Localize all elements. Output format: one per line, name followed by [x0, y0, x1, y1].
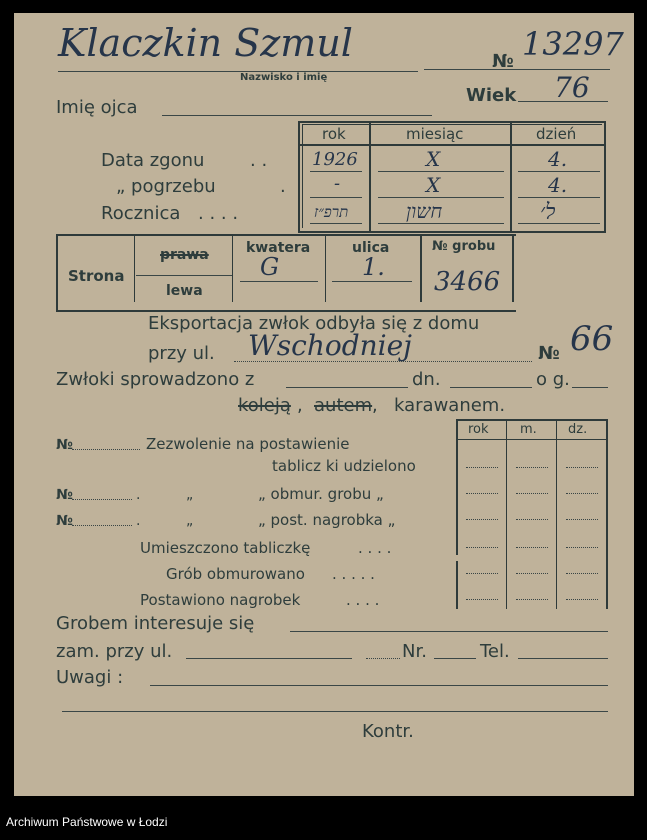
export-line1: Eksportacja zwłok odbyła się z domu: [148, 313, 480, 334]
number-value: 13297: [522, 25, 624, 63]
permit2-no-line: [72, 499, 132, 500]
name-handwritten: Klaczkin Szmul: [58, 21, 353, 65]
export-street-label: przy ul.: [148, 343, 215, 364]
mode-hearse: karawanem.: [394, 395, 506, 416]
permit2-ditto: „: [186, 487, 194, 503]
death-day: 4.: [548, 147, 568, 171]
dates-col-day: dzień: [536, 125, 577, 143]
anniversary-dots: . . . .: [198, 203, 239, 224]
father-line: [162, 115, 432, 116]
grid-row5-a: [466, 573, 498, 574]
placed3-dots: . . . .: [346, 591, 380, 609]
street-line: [332, 281, 412, 282]
address-line: [186, 658, 352, 659]
permit-grid-col2: [556, 419, 557, 609]
permit3-dot: .: [136, 513, 141, 529]
loc-side-divider: [136, 275, 232, 276]
side-right-struck: prawa: [160, 247, 209, 263]
grid-row3-c: [566, 519, 598, 520]
transport-day-line: [450, 387, 532, 388]
address-label: zam. przy ul.: [56, 641, 173, 662]
death-date-label: Data zgonu: [101, 150, 205, 171]
quarter-value: G: [260, 253, 280, 281]
grid-row4-a: [466, 547, 498, 548]
export-street-line: [234, 361, 532, 362]
anniversary-label: Rocznica: [101, 203, 181, 224]
side-left: lewa: [166, 283, 203, 299]
notes-label: Uwagi :: [56, 667, 124, 688]
age-line: [518, 101, 608, 102]
death-date-dots: . .: [250, 150, 268, 171]
dates-row3-line-c: [518, 223, 600, 224]
loc-left-border: [56, 234, 58, 312]
dates-col2: [510, 123, 512, 231]
street-label: ulica: [352, 240, 390, 256]
grid-row3-a: [466, 519, 498, 520]
permit3-no: №: [56, 513, 73, 529]
anniversary-year: תרפ״ז: [314, 203, 349, 221]
placed1-label: Umieszczono tabliczkę: [140, 539, 311, 557]
transport-day-label: dn.: [412, 369, 441, 390]
grid-row6-b: [516, 599, 548, 600]
permit1-no: №: [56, 437, 73, 453]
burial-year: -: [334, 173, 341, 194]
permit1-text2: tablicz ki udzielono: [272, 457, 416, 475]
placed3-label: Postawiono nagrobek: [140, 591, 301, 609]
dates-row1-line-c: [518, 171, 600, 172]
grid-row5-b: [516, 573, 548, 574]
export-house-label: №: [538, 343, 560, 364]
side-label: Strona: [68, 267, 125, 285]
permit-grid-right: [606, 419, 608, 609]
permit3-no-line: [72, 525, 132, 526]
father-label: Imię ojca: [56, 97, 138, 118]
burial-date-label: „ pogrzebu: [116, 176, 216, 197]
age-label: Wiek: [466, 85, 517, 106]
grid-row6-c: [566, 599, 598, 600]
dates-col-month: miesiąc: [406, 125, 464, 143]
age-value: 76: [554, 71, 590, 104]
loc-col3: [325, 236, 326, 302]
dates-row3-line-a: [310, 223, 362, 224]
anniversary-month: חשון: [406, 199, 443, 223]
placed1-dots: . . . .: [358, 539, 392, 557]
permit-grid-year: rok: [468, 422, 489, 437]
dates-inner-left: [302, 124, 303, 228]
nr-line: [434, 658, 476, 659]
transport-from-line: [286, 387, 408, 388]
loc-col4: [420, 236, 422, 302]
transport-hour-line: [572, 387, 608, 388]
number-line: [424, 69, 610, 70]
mode-comma1: ,: [297, 395, 303, 416]
permit2-text: „ obmur. grobu „: [258, 485, 384, 503]
interested-label: Grobem interesuje się: [56, 613, 255, 634]
archive-caption: Archiwum Państwowe w Łodzi: [6, 815, 168, 829]
grave-value: 3466: [434, 267, 501, 297]
placed2-label: Grób obmurowano: [166, 565, 305, 583]
grid-row1-c: [566, 467, 598, 468]
permit-grid-day: dz.: [568, 422, 588, 437]
number-label: №: [492, 51, 514, 72]
dates-header-line: [300, 144, 604, 146]
loc-col2: [232, 236, 233, 302]
grid-row2-c: [566, 493, 598, 494]
grid-row5-c: [566, 573, 598, 574]
permit-grid-month: m.: [520, 422, 537, 437]
transport-label: Zwłoki sprowadzono z: [56, 369, 255, 390]
grid-row3-b: [516, 519, 548, 520]
mode-car-struck: autem: [314, 395, 373, 416]
tel-line: [518, 658, 608, 659]
address-line-dotted: [366, 658, 400, 659]
anniversary-day: ל׳: [540, 200, 556, 225]
transport-hour-label: o g.: [536, 369, 570, 390]
placed2-dots: . . . . .: [332, 565, 375, 583]
grid-row4-b: [516, 547, 548, 548]
control-label: Kontr.: [362, 721, 414, 742]
mode-rail-struck: koleją: [238, 395, 291, 416]
name-line: [58, 71, 418, 72]
permit3-ditto: „: [186, 513, 194, 529]
export-house-value: 66: [570, 319, 614, 359]
interested-line: [290, 631, 608, 632]
street-value: 1.: [362, 253, 385, 281]
dates-row1-line-a: [310, 171, 362, 172]
permit-grid-top: [456, 419, 608, 421]
permit-grid-left-bottom: [456, 561, 458, 609]
grid-row1-b: [516, 467, 548, 468]
permit3-text: „ post. nagrobka „: [258, 511, 396, 529]
dates-row2-line-a: [310, 197, 362, 198]
quarter-line: [240, 281, 318, 282]
burial-record-card: [14, 13, 634, 796]
export-street-value: Wschodniej: [248, 329, 412, 362]
death-year: 1926: [312, 149, 358, 170]
permit2-no: №: [56, 487, 73, 503]
grid-row1-a: [466, 467, 498, 468]
permit1-no-line: [72, 449, 140, 450]
death-month: X: [426, 147, 441, 171]
permit-grid-header: [456, 439, 608, 440]
dates-col-year: rok: [322, 125, 346, 143]
burial-date-dots: .: [280, 176, 286, 197]
grid-row2-a: [466, 493, 498, 494]
tel-label: Tel.: [480, 641, 510, 662]
dates-row2-line-b: [378, 197, 504, 198]
loc-col1: [134, 236, 135, 302]
permit-grid-col1: [506, 419, 507, 609]
nr-label: Nr.: [402, 641, 427, 662]
quarter-label: kwatera: [246, 240, 311, 256]
mode-comma2: ,: [372, 395, 378, 416]
loc-col5: [512, 236, 514, 302]
dates-row1-line-b: [378, 171, 504, 172]
permit1-text: Zezwolenie na postawienie: [146, 435, 350, 453]
notes-line1: [150, 685, 608, 686]
burial-day: 4.: [548, 173, 568, 197]
dates-row2-line-c: [518, 197, 600, 198]
grid-row2-b: [516, 493, 548, 494]
dates-col1: [369, 123, 371, 231]
name-label: Nazwisko i imię: [240, 72, 328, 83]
permit2-dot: .: [136, 487, 141, 503]
grid-row6-a: [466, 599, 498, 600]
grid-row4-c: [566, 547, 598, 548]
notes-line2: [62, 711, 608, 712]
burial-month: X: [426, 173, 441, 197]
grave-label: № grobu: [432, 239, 496, 254]
